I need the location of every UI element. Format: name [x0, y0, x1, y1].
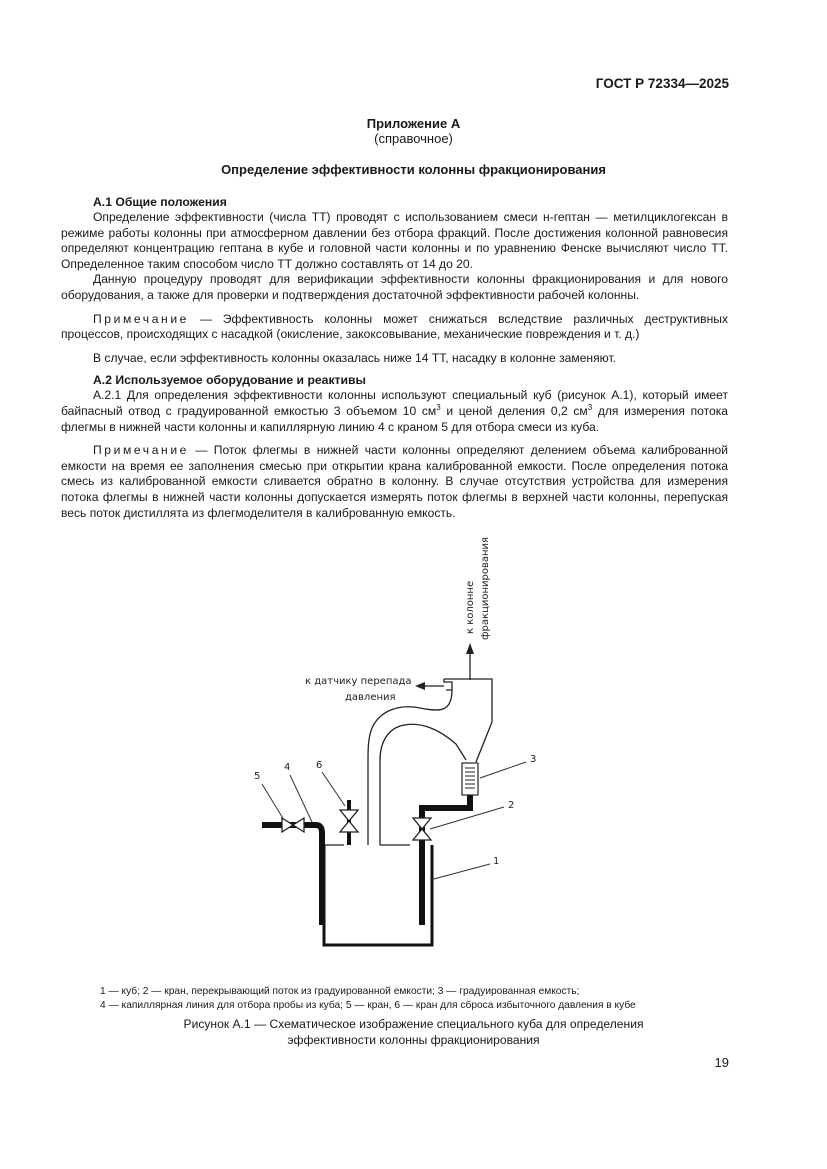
valve-2-icon — [413, 818, 431, 829]
paragraph: В случае, если эффективность колонны оказалась ниже 14 ТТ, насадку в колонне заменяют. — [93, 350, 617, 365]
caption-line-1: Рисунок А.1 — Схематическое изображение специального куба для определения — [183, 1017, 644, 1031]
paragraph-part: А.2.1 Для определения эффективности колонны используют специальный куб (рисунок А.1), который имеет байпасный отвод с градуированной емкостью 3 объемом 10 см — [61, 388, 728, 418]
capillary-line — [262, 825, 322, 925]
appendix-subtitle: (справочное) — [374, 131, 453, 146]
callout-5: 5 — [254, 771, 261, 782]
legend-line-2: 4 — капиллярная линия для отбора пробы из куба; 5 — кран, 6 — кран для сброса избыточного давления в кубе — [100, 1000, 636, 1011]
legend-line-1: 1 — куб; 2 — кран, перекрывающий поток из градуированной емкости; 3 — градуированная емкость; — [100, 986, 580, 997]
callout-4: 4 — [284, 762, 291, 773]
valve-2-icon-lower — [413, 829, 431, 840]
appendix-main-title: Определение эффективности колонны фракционирования — [221, 162, 606, 177]
caption-line-2: эффективности колонны фракционирования — [287, 1032, 540, 1047]
label-to-column-1: к колонне — [465, 580, 476, 634]
callout-6: 6 — [316, 760, 323, 771]
note-label: Примечание — [93, 443, 189, 458]
paragraph: Данную процедуру проводят для верификации эффективности колонны фракционирования и для нового оборудования, а также для проверки и подтверждения достаточной эффективности рабочей колонны. — [61, 272, 728, 302]
valve-6-icon — [340, 810, 358, 821]
valve-6-icon-lower — [340, 821, 358, 832]
paragraph-part: для измерения потока флегмы в нижней части колонны и капиллярную линию 4 с краном 5 для отбора смеси из куба. — [61, 403, 728, 434]
superscript: 3 — [436, 402, 441, 412]
standard-designation: ГОСТ Р 72334—2025 — [595, 76, 729, 91]
note-text: — Поток флегмы в нижней части колонны определяют делением объема калиброванной емкости на время ее заполнения смесью при открытии крана калиброванной емкости. После определения потока смесь из калиброванной емкости сливается обратно в колонну. В случае отсутствия устройства для измерения потока флегмы в нижней части колонны допускается измерять поток флегмы в верхней части колонны, перепуская весь поток дистиллята из флегмоделителя в калиброванную емкость. — [61, 443, 728, 520]
label-to-column-2: фракционирования — [480, 536, 491, 640]
note-label: Примечание — [93, 311, 189, 326]
label-to-sensor-1: к датчику перепада — [305, 676, 412, 687]
figure-caption — [0, 1017, 827, 1048]
column-arrow-head — [466, 643, 474, 654]
callout-1: 1 — [493, 856, 500, 867]
appendix-title: Приложение А — [366, 116, 461, 131]
section-heading-a1: А.1 Общие положения — [93, 195, 227, 209]
bypass-drain-line — [422, 795, 470, 925]
paragraph: Определение эффективности (числа ТТ) проводят с использованием смеси н-гептан — метилциклогексан в режиме работы колонны при атмосферном давлении без отбора фракций. После достижения колонной равновесия определяют концентрацию гептана в кубе и головной части колонны и по уравнению Фенске вычисляют число ТТ. Определенное таким способом число ТТ должно составлять от 14 до 20. — [61, 210, 728, 271]
figure-legend — [100, 985, 687, 1013]
section-heading-a2: А.2 Используемое оборудование и реактивы — [93, 373, 366, 388]
valve-5-icon-right — [293, 818, 304, 832]
callout-2: 2 — [508, 800, 515, 811]
label-to-sensor-2: давления — [345, 692, 396, 703]
superscript: 3 — [587, 402, 593, 412]
paragraph-part: и ценой деления 0,2 см — [440, 403, 588, 418]
page-number: 19 — [714, 1055, 729, 1070]
sensor-arrow-head — [415, 682, 425, 690]
callout-3: 3 — [530, 754, 537, 765]
note-text: — Эффективность колонны может снижаться вследствие различных деструктивных процессов, происходящих с насадкой (окисление, закоксовывание, механические повреждения и т. д.) — [61, 311, 728, 342]
funnel-wall — [476, 722, 492, 762]
still-pot — [324, 845, 432, 945]
